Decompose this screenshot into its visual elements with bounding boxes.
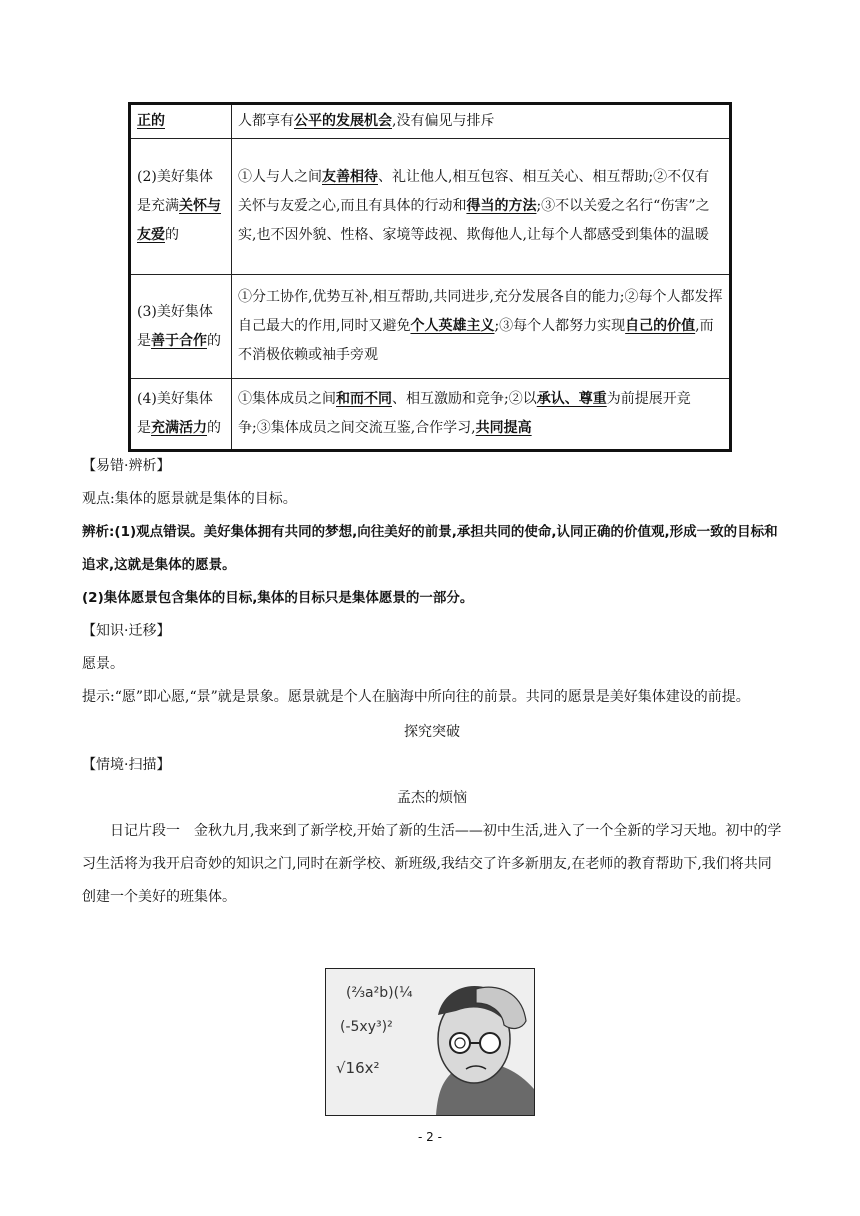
- text: ①人与人之间: [238, 169, 322, 185]
- text: ,没有偏见与排斥: [392, 113, 495, 129]
- keyword: 得当的方法: [466, 198, 537, 214]
- formula-text: (⅔a²b)(¼: [346, 985, 413, 1001]
- formula-text: (-5xy³)²: [340, 1019, 393, 1035]
- story-title: 孟杰的烦恼: [397, 790, 467, 806]
- keyword: 共同提高: [475, 420, 532, 436]
- formula-text: √16x²: [336, 1059, 380, 1077]
- yicuo-section: [82, 450, 782, 914]
- text: ,而不消极依赖或袖手旁观: [238, 318, 714, 363]
- viewpoint-text: 观点:集体的愿景就是集体的目标。: [82, 491, 297, 507]
- text: 人都享有: [238, 113, 294, 129]
- text: (3)美好集体是: [137, 303, 213, 349]
- text: ;③不以关爱之名行“伤害”之实,也不因外貌、性格、家境等歧视、欺侮他人,让每个人都感受到集体的温暖: [238, 198, 710, 243]
- text: 的: [165, 227, 179, 243]
- table-row: [130, 139, 731, 275]
- table-cell-right: [232, 139, 731, 275]
- keyword: 充满活力: [151, 420, 207, 436]
- knowledge-table: [128, 102, 732, 452]
- keyword: 自己的价值: [625, 318, 696, 334]
- text: 为前提展开竞争;③集体成员之间交流互鉴,合作学习,: [238, 391, 691, 436]
- keyword: 和而不同: [336, 391, 392, 407]
- text: (2)美好集体是充满: [137, 169, 213, 214]
- text: (4)美好集体是: [137, 391, 213, 436]
- page-number: - 2 -: [418, 1130, 442, 1144]
- text: 的: [207, 420, 221, 436]
- section-heading: 【易错·辨析】: [82, 458, 171, 474]
- table-cell-left: [130, 139, 232, 275]
- table-cell-left: [130, 104, 232, 139]
- table-row: [130, 379, 731, 451]
- table-cell-right: [232, 275, 731, 379]
- table-cell-right: [232, 379, 731, 451]
- section-title: 探究突破: [404, 724, 460, 740]
- text: 的: [207, 332, 221, 349]
- keyword: 关怀与友爱: [137, 198, 221, 243]
- hint-text: 提示:“愿”即心愿,“景”就是景象。愿景就是个人在脑海中所向往的前景。共同的愿景是美好集体建设的前提。: [82, 689, 750, 705]
- analysis-text: 辨析:(1)观点错误。美好集体拥有共同的梦想,向往美好的前景,承担共同的使命,认同正确的价值观,形成一致的目标和追求,这就是集体的愿景。: [82, 524, 778, 573]
- illustration-frustrated-student: [325, 968, 535, 1116]
- section-heading: 【知识·迁移】: [82, 623, 171, 639]
- keyword: 承认、尊重: [536, 391, 607, 407]
- analysis-text: (2)集体愿景包含集体的目标,集体的目标只是集体愿景的一部分。: [82, 590, 474, 606]
- term-text: 愿景。: [82, 656, 124, 672]
- keyword: 善于合作: [151, 332, 207, 349]
- keyword: 正的: [137, 113, 165, 129]
- text: 、礼让他人,相互包容、相互关心、相互帮助;②不仅有关怀与友爱之心,而且有具体的行动和: [238, 169, 710, 214]
- text: ;③每个人都努力实现: [494, 318, 626, 334]
- keyword: 公平的发展机会: [294, 113, 392, 129]
- keyword: 个人英雄主义: [410, 318, 495, 334]
- table-cell-left: [130, 379, 232, 451]
- story-paragraph: 日记片段一 金秋九月,我来到了新学校,开始了新的生活——初中生活,进入了一个全新的学习天地。初中的学习生活将为我开启奇妙的知识之门,同时在新学校、新班级,我结交了许多新朋友,在老师的教育帮助下,我们将共同创建一个美好的班集体。: [82, 823, 782, 905]
- table-row: [130, 104, 731, 139]
- text: 、相互激励和竞争;②以: [392, 391, 537, 407]
- table-cell-right: [232, 104, 731, 139]
- table-cell-left: [130, 275, 232, 379]
- text: ①集体成员之间: [238, 391, 336, 407]
- text: ①分工协作,优势互补,相互帮助,共同进步,充分发展各自的能力;②每个人都发挥自己最大的作用,同时又避免: [238, 289, 723, 334]
- section-heading: 【情境·扫描】: [82, 757, 171, 773]
- illustration-svg: [326, 969, 534, 1115]
- table-row: [130, 275, 731, 379]
- keyword: 友善相待: [322, 169, 378, 185]
